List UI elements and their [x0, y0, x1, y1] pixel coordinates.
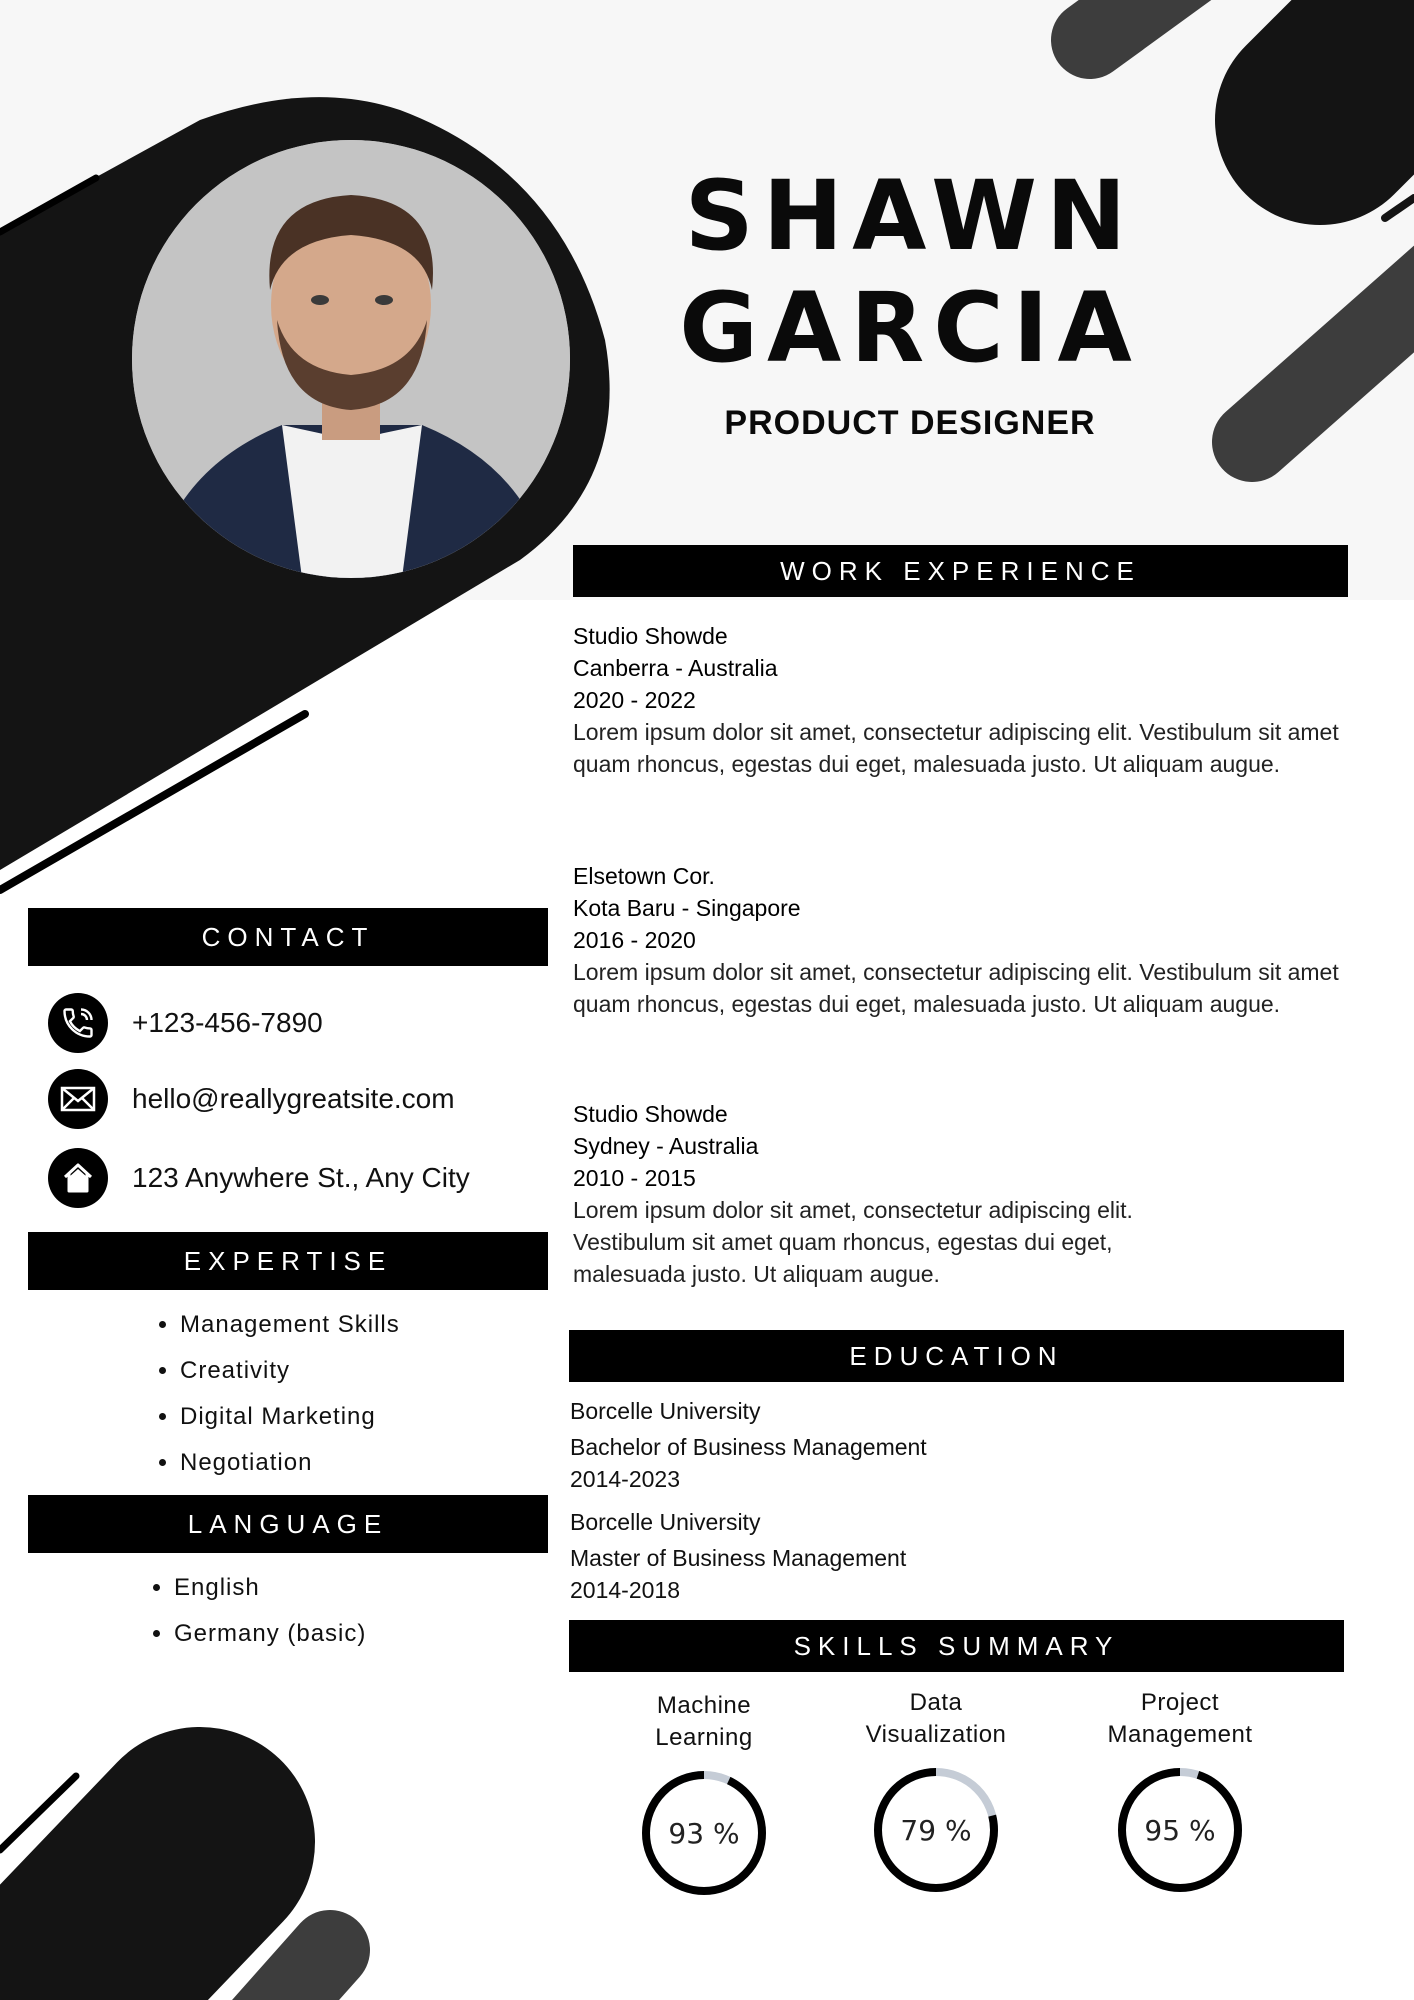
first-name: SHAWN [684, 160, 1136, 272]
education-years: 2014-2018 [570, 1577, 680, 1603]
language-list [144, 1565, 366, 1657]
street-address: 123 Anywhere St., Any City [132, 1162, 470, 1193]
list-item: • Digital Marketing [180, 1394, 400, 1440]
skill-machine-learning [604, 1690, 804, 1900]
skill-label-line: Machine [656, 1692, 752, 1719]
skill-label [1080, 1687, 1280, 1751]
school-name: Borcelle University [570, 1398, 761, 1424]
skill-project-management [1080, 1687, 1280, 1897]
job-entry [573, 860, 1343, 1020]
home-icon [48, 1148, 108, 1208]
job-description: Lorem ipsum dolor sit amet, consectetur adipiscing elit. Vestibulum sit amet quam rhoncus, egestas dui eget, malesuada justo. Ut aliquam augue. [573, 719, 1339, 777]
phone-number: +123-456-7890 [132, 1007, 323, 1038]
mail-icon [48, 1069, 108, 1129]
job-location: Kota Baru - Singapore [573, 895, 801, 921]
expertise-list [150, 1302, 400, 1486]
skill-label-line: Visualization [865, 1721, 1007, 1748]
last-name: GARCIA [679, 272, 1141, 384]
degree: Bachelor of Business Management [570, 1434, 927, 1460]
contact-email [48, 1068, 455, 1130]
list-item: • Germany (basic) [174, 1611, 366, 1657]
contact-address [48, 1147, 470, 1209]
skill-label [836, 1687, 1036, 1751]
skill-percent: 79 % [900, 1814, 972, 1847]
skill-label-line: Learning [655, 1724, 753, 1751]
list-item: • Negotiation [180, 1440, 400, 1486]
job-years: 2010 - 2015 [573, 1165, 696, 1191]
job-entry [573, 620, 1343, 780]
skill-gauge [637, 1766, 771, 1900]
job-years: 2020 - 2022 [573, 687, 696, 713]
contact-phone [48, 992, 323, 1054]
school-name: Borcelle University [570, 1509, 761, 1535]
job-years: 2016 - 2020 [573, 927, 696, 953]
education-entry [570, 1506, 1270, 1606]
skill-gauge [1113, 1763, 1247, 1897]
job-company: Studio Showde [573, 623, 728, 649]
name-heading [620, 160, 1200, 384]
phone-icon [48, 993, 108, 1053]
job-title: PRODUCT DESIGNER [724, 404, 1096, 442]
contact-header: CONTACT [28, 908, 548, 966]
job-entry [573, 1098, 1213, 1290]
degree: Master of Business Management [570, 1545, 907, 1571]
list-item: • Creativity [180, 1348, 400, 1394]
job-location: Sydney - Australia [573, 1133, 759, 1159]
job-location: Canberra - Australia [573, 655, 778, 681]
job-description: Lorem ipsum dolor sit amet, consectetur adipiscing elit. Vestibulum sit amet quam rhoncus, egestas dui eget, malesuada justo. Ut aliquam augue. [573, 1197, 1133, 1287]
education-years: 2014-2023 [570, 1466, 680, 1492]
work-experience-header: WORK EXPERIENCE [573, 545, 1348, 597]
list-item: • Management Skills [180, 1302, 400, 1348]
skill-label-line: Data [909, 1689, 963, 1716]
job-company: Studio Showde [573, 1101, 728, 1127]
skill-label-line: Management [1107, 1721, 1253, 1748]
skill-data-visualization [836, 1687, 1036, 1897]
language-header: LANGUAGE [28, 1495, 548, 1553]
job-description: Lorem ipsum dolor sit amet, consectetur adipiscing elit. Vestibulum sit amet quam rhoncus, egestas dui eget, malesuada justo. Ut aliquam augue. [573, 959, 1339, 1017]
skill-label-line: Project [1140, 1689, 1220, 1716]
skill-percent: 95 % [1144, 1814, 1216, 1847]
education-header: EDUCATION [569, 1330, 1344, 1382]
skill-label [604, 1690, 804, 1754]
job-company: Elsetown Cor. [573, 863, 715, 889]
email-address: hello@reallygreatsite.com [132, 1083, 455, 1114]
skill-percent: 93 % [668, 1817, 740, 1850]
education-entry [570, 1395, 1270, 1495]
list-item: • English [174, 1565, 366, 1611]
skills-summary-header: SKILLS SUMMARY [569, 1620, 1344, 1672]
profile-photo [132, 140, 570, 578]
skill-gauge [869, 1763, 1003, 1897]
expertise-header: EXPERTISE [28, 1232, 548, 1290]
